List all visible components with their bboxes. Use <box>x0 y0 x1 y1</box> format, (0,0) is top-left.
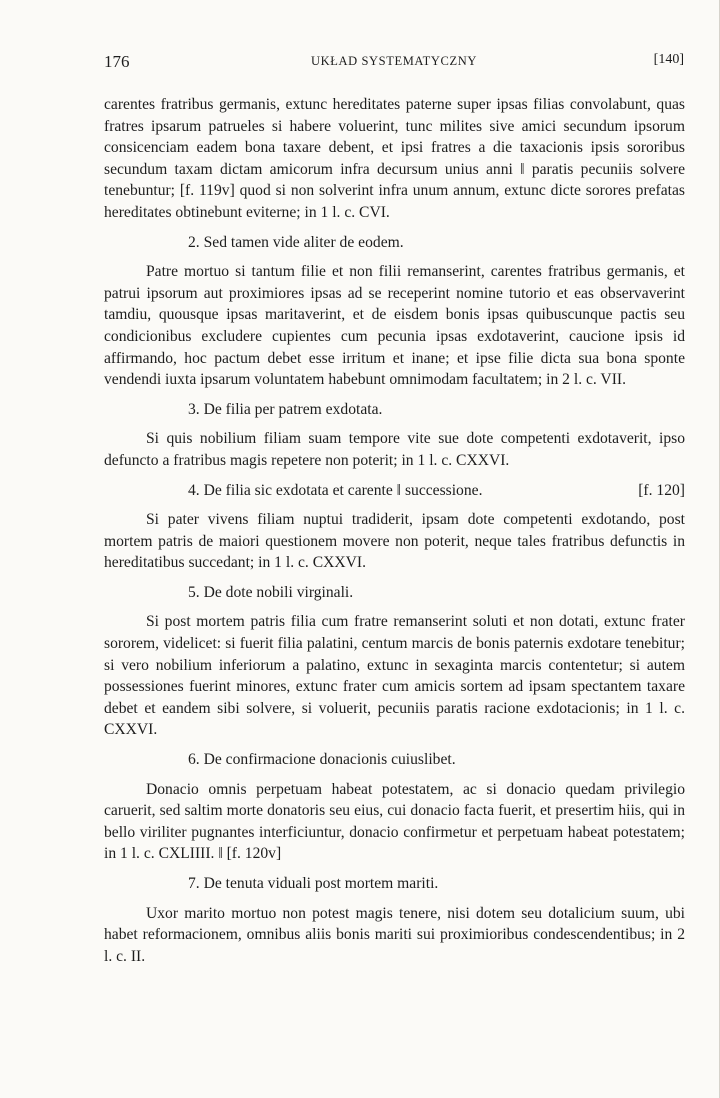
intro-paragraph: carentes fratribus germanis, extunc hereditates paterne super ipsas filias convolabunt, quas fratres ipsarum patrueles si habere voluerint, tunc milites sive amici secundum ipsorum consicenciam eadem bona taxare debent, et ipsi fratres a die taxacionis ipsis sororibus secundum taxam dictam amicorum infra decursum unius anni ‖ paratis pecuniis solvere tenebuntur; [f. 119v] quod si non solverint infra unum annum, extunc dicte sorores prefatas hereditates obtinebunt eviterne; in 1 l. c. CVI. <box>104 96 685 221</box>
section-text-5: Si post mortem patris filia cum fratre remanserint soluti et non dotati, extunc frater sororem, videlicet: si fuerit filia palatini, centum marcis de bonis paternis exdotare tenebitur; si vero nobilium inferiorum a palatino, extunc in sexaginta marcis contentetur; si autem possessiones fuerint minores, extunc frater cum amicis sortem ad ipsam spectantem taxare debet et eandem sibi solvere, si voluerit, pecuniis paratis racione exdotacionis; in 1 l. c. CXXVI. <box>104 613 685 739</box>
section-heading-6: 6. De confirmacione donacionis cuiuslibet. <box>188 751 456 769</box>
section-text-6: Donacio omnis perpetuam habeat potestatem, ac si donacio quedam privilegio caruerit, sed saltim morte donatoris seu eius, cui donacio facta fuerit, et presertim hiis, qui in bello viriliter pugnantes interficiuntur, donacio confirmetur et perpetuam habeat potestatem; in 1 l. c. CXLIIII. ‖ [f. 120v] <box>104 780 685 863</box>
running-title: UKŁAD SYSTEMATYCZNY <box>311 54 477 68</box>
section-number: [140] <box>653 52 684 67</box>
section-heading-2: 2. Sed tamen vide aliter de eodem. <box>188 233 404 251</box>
section-text-3: Si quis nobilium filiam suam tempore vite sue dote competenti exdotaverit, ipso defuncto a fratribus magis repetere non poterit; in 1 l. c. CXXVI. <box>104 430 685 469</box>
page-number: 176 <box>104 52 130 71</box>
page-body <box>104 94 685 967</box>
section-text-4: Si pater vivens filiam nuptui tradiderit, ipsam dote competenti exdotando, post mortem patris de maiori questionem movere non poterit, neque tales fratribus defunctis in hereditatibus succedant; in 1 l. c. CXXVI. <box>104 511 685 572</box>
section-heading-3: 3. De filia per patrem exdotata. <box>188 400 383 418</box>
section-text-7: Uxor marito mortuo non potest magis tenere, nisi dotem seu dotalicium suum, ubi habet reformacionem, omnibus aliis bonis mariti sui proximioribus condescendentibus; in 2 l. c. II. <box>104 904 685 965</box>
section-heading-4: 4. De filia sic exdotata et carente ‖ successione. [f. 120] <box>104 480 685 502</box>
section-text-2: Patre mortuo si tantum filie et non filii remanserint, carentes fratribus germanis, et patrui ipsorum aut proximiores ipsas ad se receperint nomine tutorio et eas observaverint tamdiu, quousque ipsas maritaverint, et de eisdem bonis ipsas quibuscunque pactis seu condicionibus excludere cupientes cum pecunia ipsas exdotaverint, caucione ipsis id affirmando, hoc pactum debet esse irritum et inane; et ipse filie dicta sua bona sponte vendendi iuxta ipsarum voluntatem habebunt omnimodam facultatem; in 2 l. c. VII. <box>104 263 685 389</box>
section-heading-7: 7. De tenuta viduali post mortem mariti. <box>188 875 439 892</box>
folio-marker: [f. 120] <box>638 481 685 499</box>
running-header <box>104 52 684 72</box>
section-heading-5: 5. De dote nobili virginali. <box>188 583 354 601</box>
